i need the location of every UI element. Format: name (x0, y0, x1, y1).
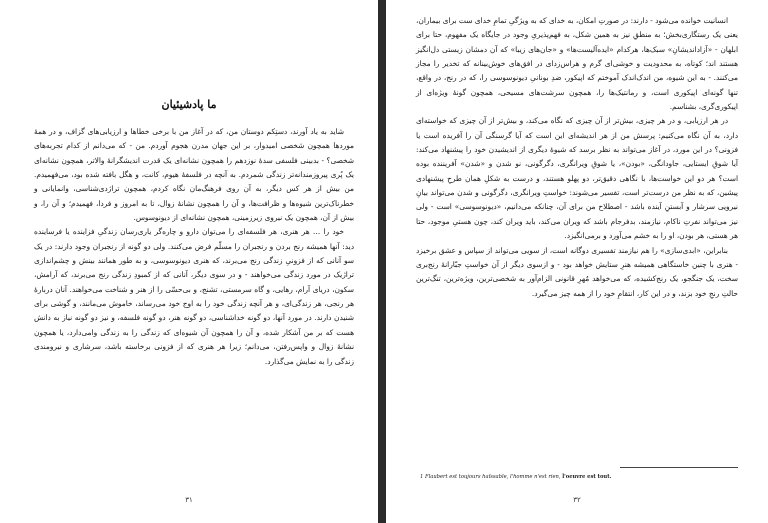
paragraph: در هر ارزیابی، و در هر چیزی، بیش‌تر از آن چیزی که نگاه می‌کند، و بیش‌تر از آن چیزی که خواسته‌ای دارد، به آن نگاه می‌کنیم: پرسش من از هر اندیشه‌ای این است که آیا گرسنگی آن را آفریده است یا فزونی؟ در این مورد، در آغاز می‌تواند به نظر برسد که شیوهٔ دیگری از اندیشیدن خود را پیشنهاد می‌کند: آیا شوقِ ایستایی، جاودانگی، «بودن»، یا شوقِ ویرانگری، دگرگونی، نو شدن و «شدن» آفریننده بوده است؟ هر دو این خواست‌ها، با نگاهی دقیق‌تر، دو پهلو هستند، و درست به شکلِ همان طرحِ پیشنهادی پیشین، که به نظر من درست‌تر است، تفسیر می‌شوند: خواستِ ویرانگری، دگرگونی و شدن می‌تواند بیانِ نیرویی سرشار و آبستنِ آینده باشد - اصطلاح من برای آن، چنانکه می‌دانیم، «دیونوسوسی» است - ولی نیز می‌تواند نفرتِ ناکام، نیازمند، بدفرجام باشد که ویران می‌کند، باید ویران کند، چون هستیِ موجود، حتا هر هستی، هر بودن، او را به خشم می‌آورد و برمی‌انگیزد. (416, 116, 738, 241)
paragraph: بنابراین، «ابدی‌سازی» را هم نیازمند تفسیری دوگانه است، از سویی می‌تواند از سپاس و عشق برخیزد - هنری با چنین خاستگاهی همیشه هنرِ ستایش خواهد بود - و ازسوی دیگر از آن خواستِ جبّارانهٔ رنج‌بری سخت، یک جنگجو، یک رنج‌کشیده، که می‌خواهد مُهرِ قانونی الزام‌آور به شخصی‌ترین، ویژه‌ترین، تنگ‌ترین حالتِ رنجِ خود بزند، و در این کار، انتقامِ خود را از همه چیز می‌گیرد. (416, 245, 738, 298)
paragraph: شاید به یاد آورند، دستِکم دوستان من، که در آغاز من با برخی خطاها و ارزیابی‌های گزاف، و در همهٔ موردها همچون شخصی امیدوار، بر این جهان مدرن هجوم آوردم. من - که می‌دانم از کدام تجربه‌های شخصی؟ - بدبینی فلسفی سدهٔ نوزدهم را همچون نشانه‌ای یک قدرت اندیشگرانهٔ والاتر، همچون نشانه‌ای یک پُری پیروزمندانه‌تر زندگی شمردم. به آنچه در فلسفهٔ هیوم، کانت، و هگل بافته شده بود، می‌فهمیدم. من بیش از هر کس دیگر، به آن روی فرهنگ‌مان نگاه کردم، همچون تراژدی‌شناسی، وانمایانی و خطرناک‌ترین شیوه‌ها و ظرافت‌ها، و آن را همچون نشانهٔ زوال، تا به امروز و فردا، فهمیدم؛ و آن را، و بیش از آن، همچون یک نیروی زیرزمینی، همچون نشانه‌ای از دیونوسوس. (34, 127, 354, 223)
left-body-text (34, 125, 354, 499)
right-page-number: ۳۲ (573, 496, 581, 504)
book-gutter (378, 0, 386, 523)
right-body-text (416, 14, 738, 298)
footnote-text: Flaubert est toujours haïssable, l'homme n'est rien, (424, 474, 561, 480)
footnote (420, 474, 740, 480)
chapter-heading: ما پادشیئیان (161, 98, 217, 111)
footnote-marker: 1 (420, 474, 424, 480)
footnote-rule (620, 467, 738, 468)
paragraph: انسانیت خوانده می‌شود - دارند: در صورتِ امکان، به خدای که به ویژگیِ تمامِ خدای ست برای بیماران، یعنی یک رستگاری‌بخش؛ به منطقِ نیز به همین شکل، به فهم‌پذیریِ وجود در جایگاه یک مفهوم، حتا برای ابلهان - «آزاداندیشانِ» سبک‌ها، هرکدام «ایده‌آلیست‌ها» و «جان‌های زیبا» که آن دمشان زیستی دل‌انگیز هستند اند؛ کوتاه، به محدودیت و خوشی‌ای گرم و هراس‌زدای در افق‌های خوش‌بینانه که تخدیر را مجاز می‌کنند. - به این شیوه، من اندک‌اندک آموختم که اپیکور، ضدِ بونانیِ دیونوسوسی را، که در رنج، در واقع، تنها گونه‌ای اپیکوری است، و رمانتیک‌ها را، همچون سرشت‌های مسیحی، همچون گونهٔ ویژه‌ای از اپیکوری‌گری، بشناسم. (416, 16, 738, 112)
left-page-number: ۳۱ (185, 496, 193, 504)
footnote-bold-text: l'oeuvre est tout. (562, 474, 612, 480)
paragraph: خود را … هر هنری، هر فلسفه‌ای را می‌توان دارو و چاره‌گر یاری‌رسان زندگیِ فزاینده یا فرساینده دید: آنها همیشه رنج بردن و رنجبران را مسلّم فرض می‌کنند. ولی دو گونه از رنجبران وجود دارند: در یک سو آنانی که از فزونیِ زندگی رنج می‌برند، که هنری دیونوسوسی، و به طور همانند بینش و چشم‌اندازی تراژیک در مورد زندگی می‌خواهند - و در سوی دیگر، آنانی که از کمبودِ زندگی رنج می‌برند، که آرامش، سکون، دریای آرام، رهایی، و گاه سرمستی، تشنج، و بی‌حسّی را از هنر و شناخت می‌خواهند. آنان دربارهٔ هر رنجی، هر زندگی‌ای، و هر آنچه زندگی خود را به اوج خود می‌رساند، خاموش می‌مانند، و گوشی برای شنیدن دارند. در مورد آنها، دو گونه خداشناسی، دو گونه هنر، دو گونه فلسفه، و نیز دو گونه نیاز به دانش هست که بر من آشکار شده، و آن را همچون آن شیوه‌ای که زندگی را به زندگی وامی‌دارد، یا همچون نشانهٔ زوال و واپس‌رفتن، می‌دانم؛ زیرا هر هنری که از فزونی برخاسته باشد، سرشاری و نیرومندی زندگی را به نمایش می‌گذارد. (34, 227, 354, 366)
